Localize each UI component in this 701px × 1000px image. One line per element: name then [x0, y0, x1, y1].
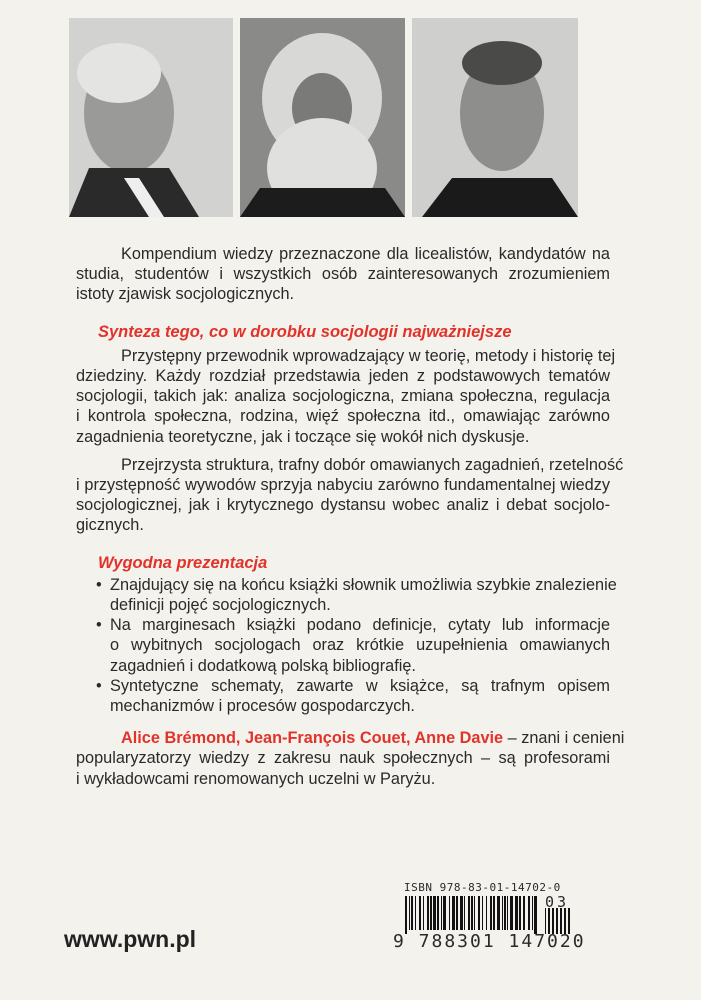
barcode-bar: [493, 896, 495, 930]
text-line: i przystępność wywodów sprzyja nabyciu zarówno fundamentalnej wiedzy: [76, 476, 610, 495]
text-line: popularyzatorzy wiedzy z zakresu nauk społecznych – są profesorami: [76, 749, 610, 768]
barcode-bar: [482, 896, 483, 930]
bullet-icon: •: [96, 676, 102, 695]
description-text: [76, 244, 625, 789]
barcode-bar: [534, 896, 537, 934]
barcode-bar: [519, 896, 521, 930]
barcode-bar: [507, 896, 508, 930]
author-names: Alice Brémond, Jean-François Couet, Anne Davie: [121, 729, 504, 748]
text-line: socjologicznej, jak i krytycznego dystansu wobec analiz i debat socjolo-: [76, 496, 610, 515]
barcode-bar: [456, 896, 458, 930]
bullet-item: [76, 615, 610, 676]
barcode-bar: [449, 896, 450, 930]
barcode-digits: 9 788301 147020: [393, 931, 586, 952]
text-line: Syntetyczne schematy, zawarte w książce, są trafnym opisem: [110, 676, 610, 695]
barcode-bar: [497, 896, 500, 930]
text-line: Przejrzysta struktura, trafny dobór omawianych zagadnień, rzetelność: [121, 455, 624, 474]
barcode-bar: [409, 896, 410, 930]
barcode-bar: [443, 896, 446, 930]
text-line: Przystępny przewodnik wprowadzający w teorię, metody i historię tej: [121, 346, 616, 365]
intro-paragraph: [76, 244, 610, 305]
section-heading-presentation: Wygodna prezentacja: [98, 553, 268, 572]
barcode-bar: [510, 896, 513, 930]
barcode-bar: [430, 896, 432, 930]
barcode-bar: [504, 896, 506, 930]
barcode-bar: [515, 896, 518, 930]
bullet-item: [76, 676, 610, 716]
portrait-photo-1: [69, 18, 233, 217]
barcode-bar: [468, 896, 470, 930]
section-heading-synthesis: Synteza tego, co w dorobku socjologii najważniejsze: [98, 322, 512, 341]
barcode-bar: [486, 896, 487, 930]
barcode-bar: [427, 896, 429, 930]
text-line: gicznych.: [76, 516, 144, 535]
text-line: dziedziny. Każdy rozdział przedstawia jeden z podstawowych tematów: [76, 367, 610, 386]
barcode-bar: [523, 896, 525, 930]
barcode-bar: [405, 896, 407, 934]
barcode-bar: [528, 896, 530, 930]
barcode-bar: [474, 896, 475, 930]
bullet-item: [76, 575, 617, 615]
text-line: istoty zjawisk socjologicznych.: [76, 285, 295, 304]
barcode-bar: [532, 896, 533, 930]
text-line: i wykładowcami renomowanych uczelni w Paryżu.: [76, 769, 436, 788]
text-line: Znajdujący się na końcu książki słownik umożliwia szybkie znalezienie: [110, 575, 617, 594]
barcode-bar: [419, 896, 421, 930]
text-line: mechanizmów i procesów gospodarczych.: [110, 697, 415, 716]
barcode-bar: [433, 896, 436, 930]
text-line: Na marginesach książki podano definicje, cytaty lub informacje: [110, 616, 610, 635]
barcode-bar: [490, 896, 492, 930]
barcode-bar: [471, 896, 473, 930]
text-line: i kontrola społeczna, rodzina, więź społeczna itd., omawiając zarówno: [76, 407, 610, 426]
barcode-bar: [460, 896, 463, 930]
authors-paragraph: [76, 728, 625, 789]
barcode-bar: [437, 896, 439, 930]
text-line: o wybitnych socjologach oraz krótkie uzupełnienia omawianych: [110, 636, 610, 655]
barcode-addon: 03: [545, 893, 570, 911]
publisher-website: www.pwn.pl: [64, 926, 197, 952]
portrait-photo-2: [240, 18, 405, 217]
portrait-photo-3: [412, 18, 578, 217]
text-line: studia, studentów i wszystkich osób zainteresowanych zrozumieniem: [76, 265, 610, 284]
barcode-bar: [415, 896, 416, 930]
isbn-label: ISBN 978-83-01-14702-0: [404, 881, 561, 894]
paragraph: [76, 346, 616, 447]
barcode-bar: [478, 896, 480, 930]
text-line: socjologii, takich jak: analiza socjologiczna, zmiana społeczna, regulacja: [76, 387, 610, 406]
barcode-bar: [452, 896, 455, 930]
barcode-bar: [423, 896, 424, 930]
text-line: zagadnienia teoretyczne, jak i toczące się wokół nich dyskusje.: [76, 427, 530, 446]
barcode-bar: [464, 896, 465, 930]
text-line: zagadnień i dodatkową polską bibliografię.: [110, 656, 416, 675]
paragraph: [76, 455, 624, 536]
barcode-bar: [441, 896, 442, 930]
bullet-icon: •: [96, 616, 102, 635]
text-line: [76, 728, 625, 748]
bullet-icon: •: [96, 575, 102, 594]
text-fragment: – znani i cenieni: [503, 729, 625, 748]
barcode-bar: [411, 896, 413, 930]
text-line: Kompendium wiedzy przeznaczone dla licealistów, kandydatów na: [121, 245, 610, 263]
barcode-bar: [502, 896, 503, 930]
text-line: definicji pojęć socjologicznych.: [110, 596, 331, 615]
